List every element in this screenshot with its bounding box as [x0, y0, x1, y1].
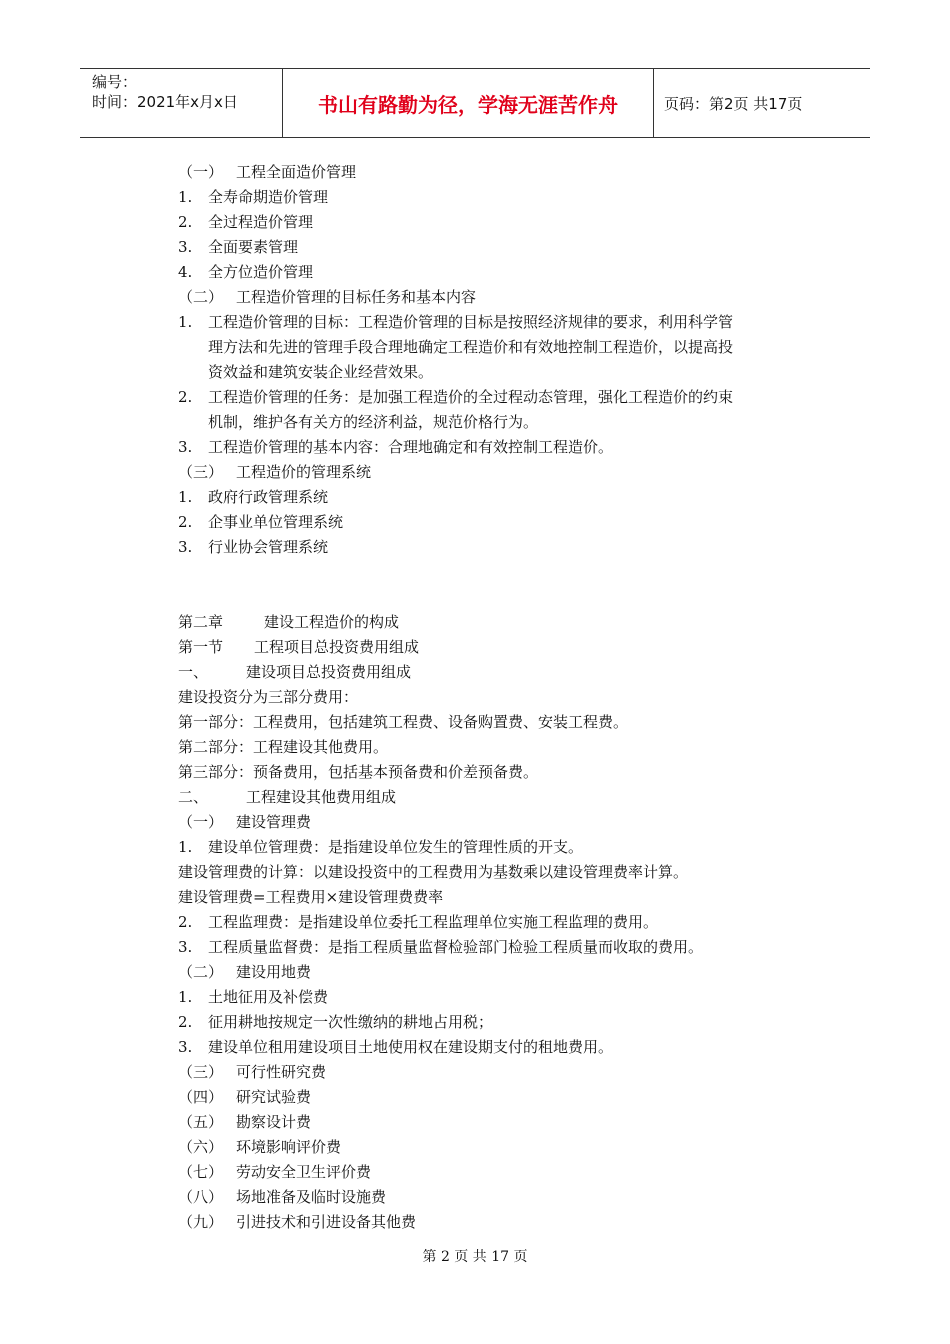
line-text: 建设项目总投资费用组成: [246, 663, 412, 681]
line-text: 劳动安全卫生评价费: [236, 1163, 372, 1181]
code-label: 编号：: [92, 73, 138, 91]
list-number: 1.: [178, 488, 193, 506]
list-item: [178, 1010, 818, 1035]
line-text: 建设管理费: [236, 813, 312, 831]
line-text: 建设用地费: [236, 963, 312, 981]
line-text: 工程全面造价管理: [236, 163, 357, 181]
paragraph-line: [178, 735, 818, 760]
list-number: 3.: [178, 438, 193, 456]
line-text: 工程造价管理的基本内容：合理地确定和有效控制工程造价。: [208, 438, 614, 456]
list-item: [178, 510, 818, 535]
list-item: [178, 235, 818, 260]
line-text: 工程造价管理的目标任务和基本内容: [236, 288, 477, 306]
header-meta: [80, 69, 283, 137]
line-text: 政府行政管理系统: [208, 488, 329, 506]
list-number: 3.: [178, 238, 193, 256]
list-item: [178, 260, 818, 285]
line-text: 环境影响评价费: [236, 1138, 342, 1156]
line-text: 工程监理费：是指建设单位委托工程监理单位实施工程监理的费用。: [208, 913, 659, 931]
line-text: 全面要素管理: [208, 238, 299, 256]
page-header: [80, 68, 870, 138]
list-number: 1.: [178, 838, 193, 856]
line-text: 工程项目总投资费用组成: [254, 638, 420, 656]
line-text: 理方法和先进的管理手段合理地确定工程造价和有效地控制工程造价，以提高投: [208, 338, 734, 356]
chapter-marker: 第二章: [178, 613, 224, 631]
section-gap: [178, 560, 818, 610]
subsection-heading: [178, 1135, 818, 1160]
subsection-marker: （一）: [178, 813, 224, 831]
subsection-marker: （九）: [178, 1213, 224, 1231]
subsection-heading: [178, 1060, 818, 1085]
header-page-info: 页码：第2页 共17页: [664, 94, 803, 113]
section-marker: 第一节: [178, 638, 224, 656]
line-text: 建设单位租用建设项目土地使用权在建设期支付的租地费用。: [208, 1038, 614, 1056]
line-text: 征用耕地按规定一次性缴纳的耕地占用税；: [208, 1013, 494, 1031]
line-text: 行业协会管理系统: [208, 538, 329, 556]
subsection-marker: （二）: [178, 963, 224, 981]
list-item: [178, 185, 818, 210]
list-number: 2.: [178, 388, 193, 406]
line-text: 工程质量监督费：是指工程质量监督检验部门检验工程质量而收取的费用。: [208, 938, 704, 956]
subsection-heading: [178, 960, 818, 985]
list-item: [178, 910, 818, 935]
subsection-heading: [178, 1185, 818, 1210]
line-text: 场地准备及临时设施费: [236, 1188, 387, 1206]
list-number: 3.: [178, 538, 193, 556]
line-text: 全方位造价管理: [208, 263, 314, 281]
subsection-marker: （八）: [178, 1188, 224, 1206]
list-item: [178, 485, 818, 510]
subsection-marker: （四）: [178, 1088, 224, 1106]
line-text: 第一部分：工程费用，包括建筑工程费、设备购置费、安装工程费。: [178, 713, 629, 731]
list-number: 2.: [178, 213, 193, 231]
document-body: [178, 160, 818, 1235]
part-heading: [178, 785, 818, 810]
list-item: [178, 1035, 818, 1060]
line-text: 建设管理费=工程费用×建设管理费费率: [178, 888, 444, 906]
paragraph-line: [178, 685, 818, 710]
line-text: 企事业单位管理系统: [208, 513, 344, 531]
subsection-marker: （二）: [178, 288, 224, 306]
list-number: 1.: [178, 188, 193, 206]
list-item: [178, 935, 818, 960]
list-item: [178, 535, 818, 560]
line-text: 可行性研究费: [236, 1063, 327, 1081]
list-number: 1.: [178, 988, 193, 1006]
line-text: 研究试验费: [236, 1088, 312, 1106]
line-text: 勘察设计费: [236, 1113, 312, 1131]
list-item: [178, 835, 818, 860]
line-text: 工程造价的管理系统: [236, 463, 372, 481]
line-text: 机制，维护各有关方的经济利益，规范价格行为。: [208, 413, 539, 431]
line-text: 建设工程造价的构成: [264, 613, 400, 631]
subsection-marker: （三）: [178, 463, 224, 481]
section-heading: [178, 635, 818, 660]
line-text: 工程建设其他费用组成: [246, 788, 397, 806]
line-text: 土地征用及补偿费: [208, 988, 329, 1006]
subsection-marker: （七）: [178, 1163, 224, 1181]
list-number: 4.: [178, 263, 193, 281]
page-footer: 第 2 页 共 17 页: [422, 1249, 528, 1265]
list-item: [178, 310, 818, 335]
line-text: 建设投资分为三部分费用：: [178, 688, 359, 706]
line-text: 第三部分：预备费用，包括基本预备费和价差预备费。: [178, 763, 539, 781]
paragraph-line: [178, 885, 818, 910]
line-text: 全寿命期造价管理: [208, 188, 329, 206]
line-text: 引进技术和引进设备其他费: [236, 1213, 417, 1231]
list-item: [178, 210, 818, 235]
subsection-heading: [178, 810, 818, 835]
paragraph-line: [178, 760, 818, 785]
list-item: [178, 985, 818, 1010]
time-label: 时间：2021年x月x日: [92, 93, 238, 111]
line-text: 全过程造价管理: [208, 213, 314, 231]
paragraph-line: [178, 710, 818, 735]
line-text: 资效益和建筑安装企业经营效果。: [208, 363, 434, 381]
part-marker: 一、: [178, 663, 209, 681]
list-item: [178, 435, 818, 460]
list-item: [178, 385, 818, 410]
list-number: 3.: [178, 1038, 193, 1056]
line-text: 建设管理费的计算：以建设投资中的工程费用为基数乘以建设管理费率计算。: [178, 863, 689, 881]
list-number: 2.: [178, 913, 193, 931]
subsection-heading: [178, 1160, 818, 1185]
line-text: 第二部分：工程建设其他费用。: [178, 738, 389, 756]
part-marker: 二、: [178, 788, 209, 806]
subsection-marker: （三）: [178, 1063, 224, 1081]
list-item-continuation: [178, 360, 818, 385]
list-item-continuation: [178, 335, 818, 360]
subsection-heading: [178, 460, 818, 485]
subsection-marker: （一）: [178, 163, 224, 181]
subsection-heading: [178, 1085, 818, 1110]
list-number: 1.: [178, 313, 193, 331]
line-text: 工程造价管理的任务：是加强工程造价的全过程动态管理，强化工程造价的约束: [208, 388, 734, 406]
list-number: 2.: [178, 513, 193, 531]
list-number: 3.: [178, 938, 193, 956]
subsection-heading: [178, 1110, 818, 1135]
list-item-continuation: [178, 410, 818, 435]
paragraph-line: [178, 860, 818, 885]
subsection-heading: [178, 285, 818, 310]
header-slogan: 书山有路勤为径，学海无涯苦作舟: [283, 69, 654, 137]
line-text: 工程造价管理的目标：工程造价管理的目标是按照经济规律的要求，利用科学管: [208, 313, 734, 331]
part-heading: [178, 660, 818, 685]
line-text: 建设单位管理费：是指建设单位发生的管理性质的开支。: [208, 838, 584, 856]
subsection-marker: （六）: [178, 1138, 224, 1156]
subsection-heading: [178, 160, 818, 185]
subsection-marker: （五）: [178, 1113, 224, 1131]
subsection-heading: [178, 1210, 818, 1235]
list-number: 2.: [178, 1013, 193, 1031]
chapter-heading: [178, 610, 818, 635]
